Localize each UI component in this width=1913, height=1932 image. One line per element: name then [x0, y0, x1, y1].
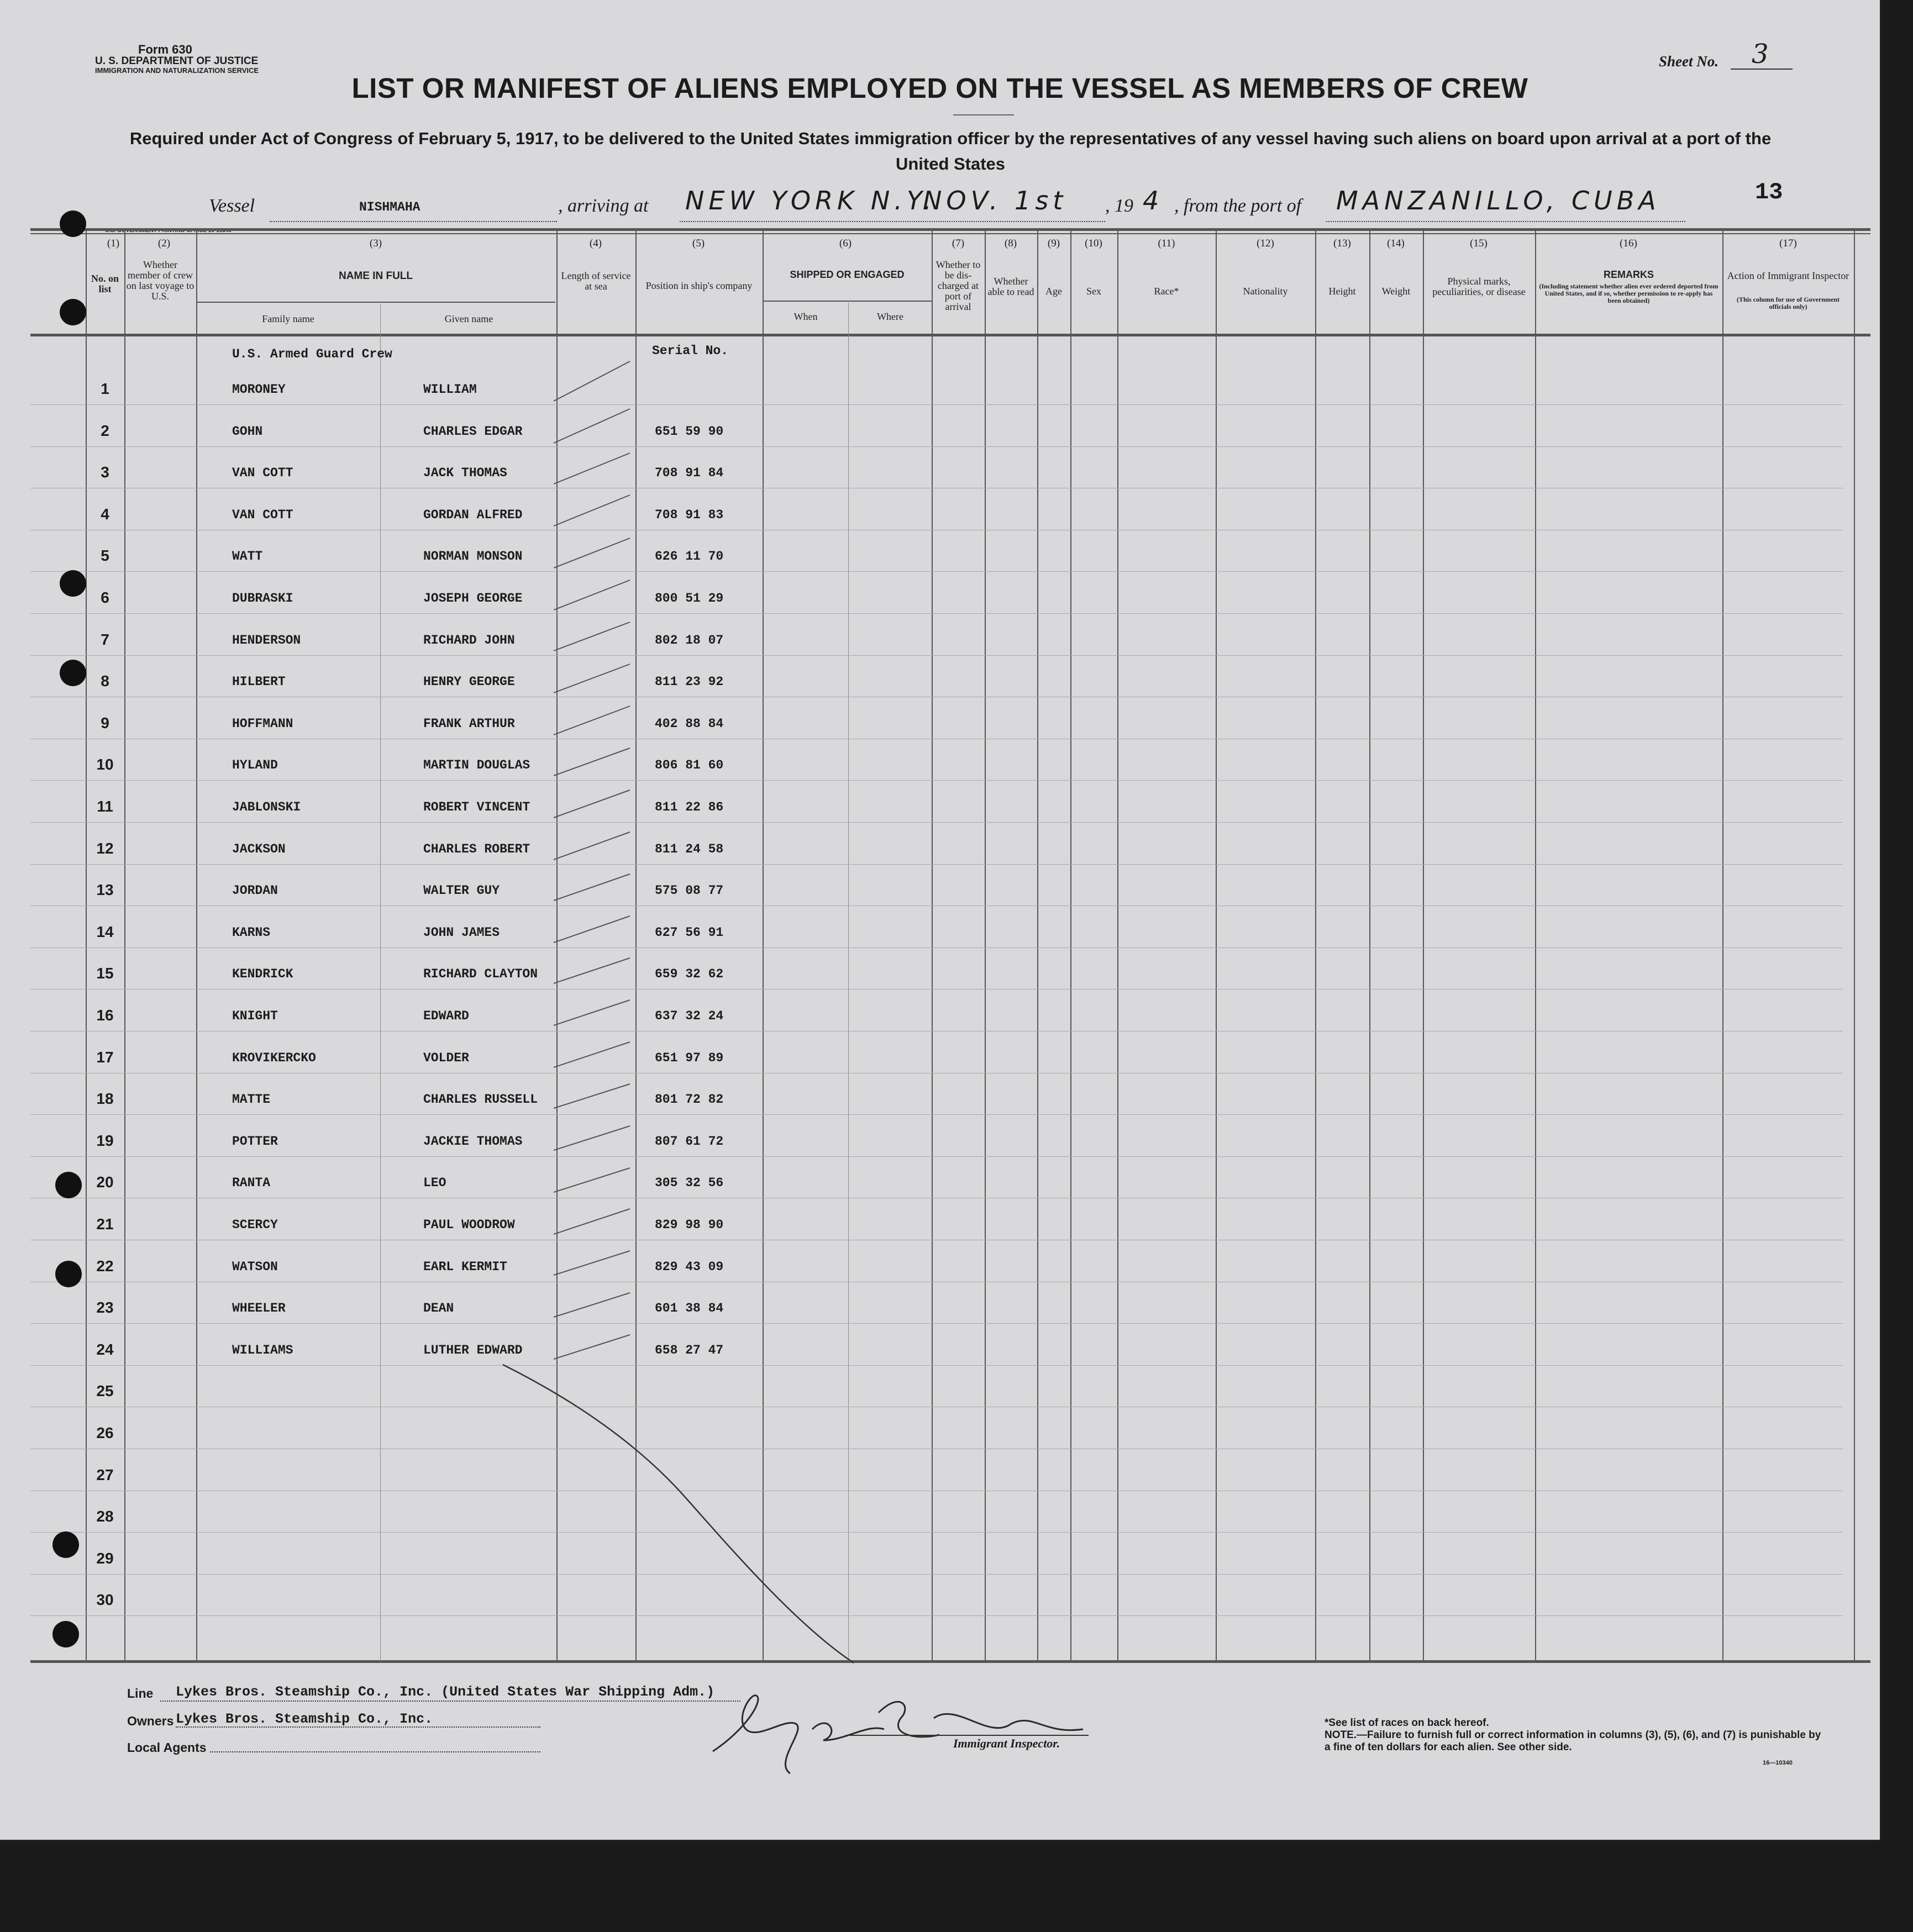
vessel-name-line	[270, 221, 557, 222]
print-office: U.S. GOVERNMENT PRINTING OFFICE 16-10340	[105, 228, 232, 234]
binder-hole	[60, 210, 86, 237]
year-label: , 19	[1105, 196, 1133, 216]
row-number: 27	[96, 1466, 114, 1483]
col-rule	[196, 230, 197, 1662]
col-num-6: (6)	[839, 238, 852, 249]
given-name: MARTIN DOUGLAS	[423, 758, 530, 773]
binder-hole	[55, 1172, 82, 1198]
serial-number: 708 91 84	[655, 466, 724, 481]
col-num-10: (10)	[1085, 238, 1102, 249]
given-name: ROBERT VINCENT	[423, 800, 530, 814]
row-rule	[30, 1532, 1843, 1533]
col-header-crew: Whether member of crew on last voyage to U.S.	[126, 259, 195, 302]
family-name: WHEELER	[232, 1301, 286, 1316]
col-rule	[86, 230, 87, 1662]
row-rule	[30, 1323, 1843, 1324]
col-num-4: (4)	[589, 238, 602, 249]
row-number: 2	[101, 422, 109, 439]
family-name: JACKSON	[232, 841, 286, 856]
given-name: JACK THOMAS	[423, 466, 507, 481]
table-top-rule	[30, 228, 1870, 231]
col-num-3: (3)	[369, 238, 382, 249]
inspector-line	[845, 1735, 1089, 1736]
row-rule	[30, 1574, 1843, 1575]
service-ticks	[553, 354, 635, 1376]
arriving-line	[680, 221, 1105, 222]
serial-number: 651 59 90	[655, 424, 724, 439]
vessel-label: Vessel	[209, 196, 255, 216]
row-rule	[30, 446, 1843, 447]
col-num-5: (5)	[692, 238, 705, 249]
col-rule	[1070, 230, 1071, 1662]
row-rule	[30, 822, 1843, 823]
serial-number: 811 24 58	[655, 841, 724, 856]
col-header-discharged: Whether to be dis-charged at port of arrival	[936, 259, 981, 312]
col-header-given: Given name	[444, 313, 493, 324]
row-rule	[30, 947, 1843, 948]
serial-number: 800 51 29	[655, 591, 724, 606]
serial-number: 811 23 92	[655, 675, 724, 689]
col-header-read: Whether able to read	[987, 276, 1034, 297]
col-rule	[1369, 230, 1370, 1662]
col-rule	[1315, 230, 1316, 1662]
serial-number: 801 72 82	[655, 1092, 724, 1107]
row-rule	[30, 655, 1843, 656]
col-num-16: (16)	[1620, 238, 1637, 249]
given-name: CHARLES RUSSELL	[423, 1092, 538, 1107]
sheet-number-line	[1731, 69, 1793, 70]
given-name: JOHN JAMES	[423, 925, 500, 940]
serial-number: 626 11 70	[655, 549, 724, 564]
row-number: 26	[96, 1424, 114, 1441]
form-number: Form 630	[138, 43, 192, 56]
row-rule	[30, 1365, 1843, 1366]
row-number: 7	[101, 630, 109, 648]
col-rule	[124, 230, 125, 1662]
row-number: 14	[96, 923, 114, 940]
given-name: RICHARD CLAYTON	[423, 967, 538, 982]
col-header-inspector-note: (This column for use of Government officials only)	[1736, 296, 1840, 310]
row-number: 4	[101, 505, 109, 523]
family-name: KARNS	[232, 925, 271, 940]
row-number: 30	[96, 1591, 114, 1609]
row-number: 11	[97, 798, 113, 815]
serial-number: 627 56 91	[655, 925, 724, 940]
col-num-8: (8)	[1004, 238, 1017, 249]
serial-number: 811 22 86	[655, 800, 724, 814]
col-rule	[1854, 230, 1855, 1662]
given-name: WALTER GUY	[423, 883, 500, 898]
row-rule	[30, 613, 1843, 614]
sheet-number-value: 3	[1752, 39, 1769, 70]
col-header-height: Height	[1328, 286, 1356, 297]
col-rule	[1117, 230, 1118, 1662]
line-label: Line	[127, 1686, 154, 1701]
family-name: WATSON	[232, 1259, 278, 1274]
arrival-date: NOV. 1st	[923, 186, 1068, 215]
serial-number: 829 43 09	[655, 1259, 724, 1274]
given-name: LUTHER EDWARD	[423, 1343, 523, 1357]
arriving-label: , arriving at	[558, 196, 649, 216]
serial-number: 402 88 84	[655, 716, 724, 731]
serial-header: Serial No.	[652, 344, 729, 358]
agents-field-line	[210, 1751, 540, 1752]
given-name: GORDAN ALFRED	[423, 507, 523, 522]
family-name: JABLONSKI	[232, 800, 301, 814]
row-number: 28	[96, 1508, 114, 1525]
col-num-15: (15)	[1470, 238, 1488, 249]
service-name: IMMIGRATION AND NATURALIZATION SERVICE	[95, 66, 259, 75]
family-name: DUBRASKI	[232, 591, 293, 606]
row-number: 10	[96, 756, 114, 773]
row-number: 22	[96, 1257, 114, 1275]
row-rule	[30, 571, 1843, 572]
from-port-line	[1326, 221, 1685, 222]
family-name: MORONEY	[232, 382, 286, 397]
col-num-1: (1)	[107, 238, 120, 249]
row-number: 24	[96, 1340, 114, 1358]
page-number: 13	[1755, 179, 1783, 206]
owners-label: Owners	[127, 1714, 174, 1728]
row-rule	[30, 1615, 1843, 1616]
row-number: 1	[101, 380, 109, 397]
col-header-nationality: Nationality	[1243, 286, 1288, 297]
col-header-no: No. on list	[91, 273, 119, 294]
year-value: 4	[1143, 186, 1164, 215]
department-name: U. S. DEPARTMENT OF JUSTICE	[95, 55, 259, 67]
owners-value: Lykes Bros. Steamship Co., Inc.	[176, 1711, 433, 1727]
col-rule	[985, 230, 986, 1662]
page-subtitle: Required under Act of Congress of February 5, 1917, to be delivered to the United States immigration officer by the representatives of any vessel having such aliens on board upon arrival at a port of the United States	[129, 129, 1772, 173]
row-number: 8	[101, 672, 109, 690]
family-name: KROVIKERCKO	[232, 1050, 316, 1065]
page-title: LIST OR MANIFEST OF ALIENS EMPLOYED ON THE VESSEL AS MEMBERS OF CREW	[351, 72, 1528, 104]
row-number: 21	[96, 1215, 114, 1233]
row-number: 5	[101, 547, 109, 565]
col-header-race: Race*	[1154, 286, 1179, 297]
races-note: *See list of races on back hereof.	[1325, 1717, 1489, 1729]
arriving-port: NEW YORK N.Y.	[685, 186, 936, 215]
given-name: NORMAN MONSON	[423, 549, 523, 564]
row-number: 29	[96, 1549, 114, 1567]
inspector-signature	[702, 1680, 1100, 1779]
serial-number: 658 27 47	[655, 1343, 724, 1357]
row-rule	[30, 864, 1843, 865]
family-name: GOHN	[232, 424, 263, 439]
row-number: 20	[96, 1173, 114, 1191]
col-rule	[932, 230, 933, 1662]
row-number: 9	[101, 714, 109, 731]
table-top-rule-inner	[30, 233, 1870, 234]
line-field-line	[160, 1701, 740, 1702]
given-name: EARL KERMIT	[423, 1259, 507, 1274]
given-name: RICHARD JOHN	[423, 633, 515, 647]
serial-number: 575 08 77	[655, 883, 724, 898]
header-bottom-rule	[30, 334, 1870, 336]
family-name: VAN COTT	[232, 466, 293, 481]
serial-number: 601 38 84	[655, 1301, 724, 1316]
row-number: 13	[96, 881, 114, 899]
col-rule	[1216, 230, 1217, 1662]
family-name: KENDRICK	[232, 967, 293, 982]
table-bottom-rule	[30, 1660, 1870, 1663]
given-name: CHARLES ROBERT	[423, 841, 530, 856]
col-header-remarks-note: (Including statement whether alien ever ordered deported from United States, and if so, whether permission to re-apply has been obtained)	[1539, 282, 1718, 304]
col-num-14: (14)	[1387, 238, 1405, 249]
serial-number: 305 32 56	[655, 1176, 724, 1191]
row-number: 17	[96, 1048, 114, 1066]
serial-number: 829 98 90	[655, 1218, 724, 1232]
given-name: JACKIE THOMAS	[423, 1134, 523, 1149]
col-header-physical: Physical marks, peculiarities, or disease	[1432, 276, 1526, 297]
name-header-rule	[196, 302, 555, 303]
closing-line	[497, 1359, 873, 1668]
row-rule	[30, 1156, 1843, 1157]
given-name: EDWARD	[423, 1009, 469, 1023]
given-name: JOSEPH GEORGE	[423, 591, 523, 606]
col-num-13: (13)	[1333, 238, 1351, 249]
col-num-17: (17)	[1779, 238, 1797, 249]
given-name: LEO	[423, 1176, 446, 1191]
title-divider	[953, 114, 1014, 115]
row-number: 16	[96, 1007, 114, 1024]
group-label: U.S. Armed Guard Crew	[232, 347, 392, 361]
col-rule	[1535, 230, 1536, 1662]
col-header-remarks: REMARKS	[1603, 269, 1654, 280]
row-number: 25	[96, 1382, 114, 1400]
row-rule	[30, 404, 1843, 405]
col-rule-given	[380, 304, 381, 1662]
serial-number: 807 61 72	[655, 1134, 724, 1149]
row-number: 15	[96, 965, 114, 982]
col-rule	[1423, 230, 1424, 1662]
binder-hole	[52, 1531, 79, 1558]
serial-number: 708 91 83	[655, 507, 724, 522]
binder-hole	[60, 660, 86, 686]
row-rule	[30, 1114, 1843, 1115]
family-name: SCERCY	[232, 1218, 278, 1232]
shipped-header-rule	[763, 301, 932, 302]
binder-hole	[55, 1261, 82, 1287]
family-name: VAN COTT	[232, 507, 293, 522]
given-name: DEAN	[423, 1301, 454, 1316]
col-header-sex: Sex	[1086, 286, 1101, 297]
col-num-2: (2)	[157, 238, 171, 249]
family-name: HENDERSON	[232, 633, 301, 647]
row-number: 6	[101, 589, 109, 606]
line-value: Lykes Bros. Steamship Co., Inc. (United States War Shipping Adm.)	[176, 1684, 715, 1700]
agents-label: Local Agents	[127, 1740, 207, 1755]
from-port: MANZANILLO, CUBA	[1336, 186, 1660, 215]
col-header-length: Length of service at sea	[561, 270, 631, 292]
col-num-12: (12)	[1257, 238, 1274, 249]
col-num-7: (7)	[952, 238, 965, 249]
col-header-shipped: SHIPPED OR ENGAGED	[790, 269, 905, 280]
family-name: HYLAND	[232, 758, 278, 773]
given-name: CHARLES EDGAR	[423, 424, 523, 439]
row-number: 18	[96, 1090, 114, 1108]
family-name: POTTER	[232, 1134, 278, 1149]
col-rule	[1722, 230, 1723, 1662]
serial-number: 651 97 89	[655, 1050, 724, 1065]
col-header-when: When	[793, 311, 818, 322]
binder-hole	[52, 1621, 79, 1647]
inspector-label: Immigrant Inspector.	[953, 1736, 1060, 1750]
row-number: 23	[96, 1299, 114, 1317]
family-name: MATTE	[232, 1092, 271, 1107]
family-name: JORDAN	[232, 883, 278, 898]
serial-number: 806 81 60	[655, 758, 724, 773]
row-number: 19	[96, 1131, 114, 1149]
form-code: 16—10340	[1763, 1760, 1793, 1766]
serial-number: 637 32 24	[655, 1009, 724, 1023]
family-name: WATT	[232, 549, 263, 564]
row-rule	[30, 780, 1843, 781]
col-num-9: (9)	[1047, 238, 1060, 249]
serial-number: 802 18 07	[655, 633, 724, 647]
family-name: HOFFMANN	[232, 716, 293, 731]
sheet-number-label: Sheet No.	[1659, 53, 1718, 70]
binder-hole	[60, 299, 86, 325]
given-name: VOLDER	[423, 1050, 469, 1065]
row-number: 12	[96, 839, 114, 857]
col-header-age: Age	[1045, 286, 1062, 297]
row-number: 3	[101, 464, 109, 481]
family-name: KNIGHT	[232, 1009, 278, 1023]
family-name: RANTA	[232, 1176, 271, 1191]
family-name: HILBERT	[232, 675, 286, 689]
family-name: WILLIAMS	[232, 1343, 293, 1357]
given-name: HENRY GEORGE	[423, 675, 515, 689]
from-port-label: , from the port of	[1174, 196, 1302, 216]
given-name: FRANK ARTHUR	[423, 716, 515, 731]
col-header-weight: Weight	[1381, 286, 1411, 297]
serial-number: 659 32 62	[655, 967, 724, 982]
vessel-name: NISHMAHA	[359, 200, 421, 214]
given-name: PAUL WOODROW	[423, 1218, 515, 1232]
binder-hole	[60, 570, 86, 597]
col-header-name: NAME IN FULL	[338, 270, 413, 282]
col-header-family: Family name	[262, 313, 314, 324]
col-header-position: Position in ship's company	[645, 280, 753, 291]
col-rule	[1037, 230, 1038, 1662]
col-header-where: Where	[877, 311, 903, 322]
col-num-11: (11)	[1158, 238, 1175, 249]
penalty-note: NOTE.—Failure to furnish full or correct information in columns (3), (5), (6), and (7) is punishable by a fine of ten dollars for each alien. See other side.	[1325, 1729, 1821, 1753]
owners-field-line	[176, 1726, 540, 1728]
col-header-inspector: Action of Immigrant Inspector	[1727, 270, 1849, 281]
given-name: WILLIAM	[423, 382, 477, 397]
